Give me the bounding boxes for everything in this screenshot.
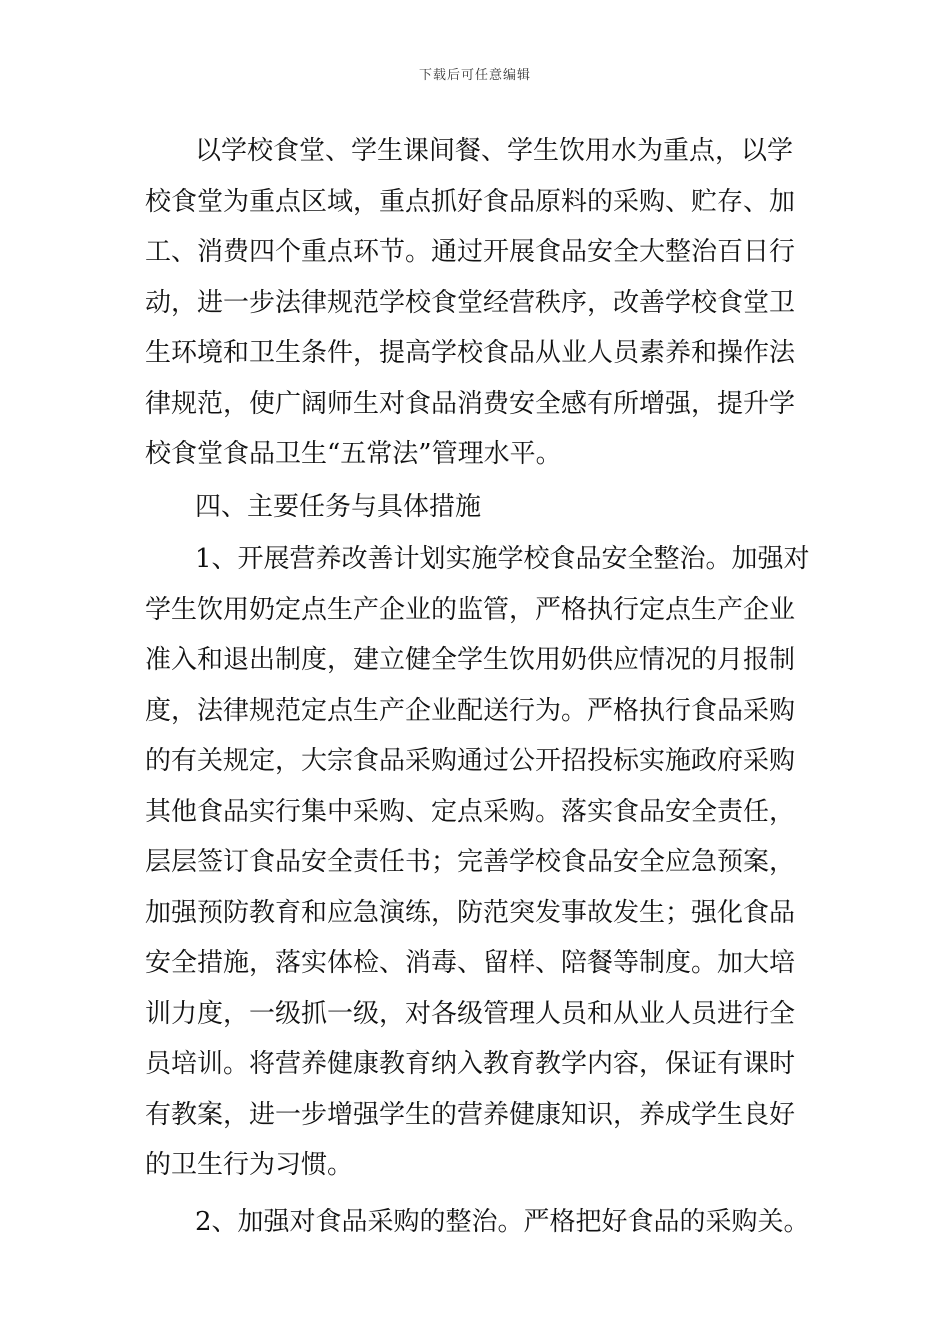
- text-line: 有教案，进一步增强学生的营养健康知识，养成学生良好: [145, 1099, 796, 1130]
- text-line: 校食堂食品卫生“五常法”管理水平。: [145, 439, 562, 469]
- text-line: 动，进一步法律规范学校食堂经营秩序，改善学校食堂卫: [145, 287, 796, 318]
- text-line: 校食堂为重点区域，重点抓好食品原料的采购、贮存、加: [145, 186, 796, 217]
- paragraph-food-procurement: [145, 1197, 810, 1248]
- text-line: 安全措施，落实体检、消毒、留样、陪餐等制度。加大培: [145, 948, 796, 978]
- text-line: 度，法律规范定点生产企业配送行为。严格执行食品采购: [145, 695, 796, 726]
- document-body: [145, 126, 810, 1247]
- text-line: 律规范，使广阔师生对食品消费安全感有所增强，提升学: [145, 388, 796, 419]
- text-line: 员培训。将营养健康教育纳入教育教学内容，保证有课时: [145, 1049, 796, 1079]
- text-line: 学生饮用奶定点生产企业的监管，严格执行定点生产企业: [145, 594, 796, 625]
- text-line: 其他食品实行集中采购、定点采购。落实食品安全责任，: [145, 796, 796, 827]
- text-line: 2、加强对食品采购的整治。严格把好食品的采购关。: [195, 1206, 810, 1237]
- text-line: 层层签订食品安全责任书；完善学校食品安全应急预案，: [145, 847, 796, 877]
- text-line: 工、消费四个重点环节。通过开展食品安全大整治百日行: [145, 237, 796, 267]
- text-line: 生环境和卫生条件，提高学校食品从业人员素养和操作法: [145, 338, 796, 368]
- paragraph-food-safety-focus: [145, 126, 805, 480]
- text-line: 的卫生行为习惯。: [145, 1150, 354, 1180]
- section-heading: 四、主要任务与具体措施: [195, 491, 482, 522]
- text-line: 的有关规定，大宗食品采购通过公开招投标实施政府采购: [145, 746, 796, 776]
- text-line: 加强预防教育和应急演练，防范突发事故发生；强化食品: [145, 897, 796, 928]
- text-line: 以学校食堂、学生课间餐、学生饮用水为重点，以学: [195, 136, 794, 166]
- section-heading-main-tasks: [145, 482, 805, 533]
- text-line: 准入和退出制度，建立健全学生饮用奶供应情况的月报制: [145, 645, 796, 675]
- text-line: 1、开展营养改善计划实施学校食品安全整治。加强对: [195, 544, 810, 574]
- page-header: 下载后可任意编辑: [418, 68, 531, 83]
- text-line: 训力度，一级抓一级，对各级管理人员和从业人员进行全: [145, 998, 796, 1029]
- paragraph-nutrition-improvement: [145, 534, 810, 1191]
